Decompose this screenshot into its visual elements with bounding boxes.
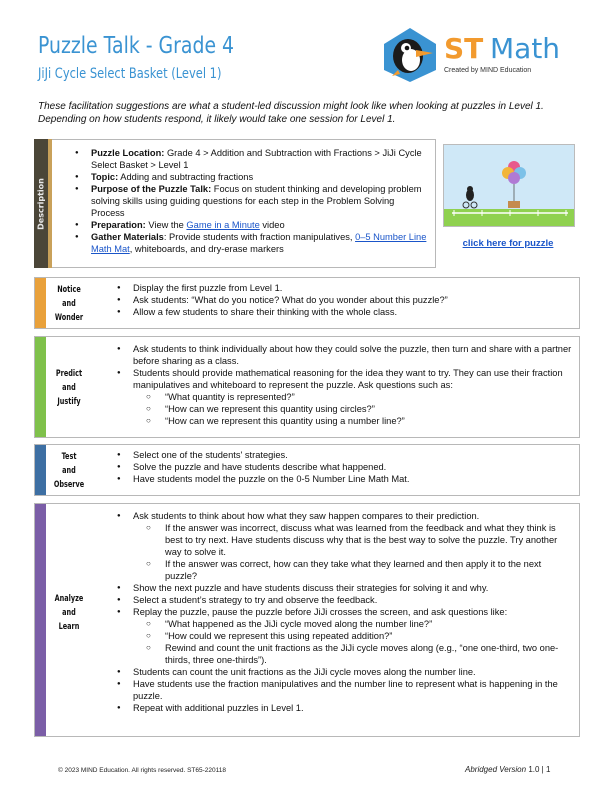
logo-math-text: Math (490, 32, 561, 65)
number-line-math-mat-link[interactable]: 0–5 Number Line Math Mat (91, 232, 427, 254)
game-in-a-minute-link[interactable]: Game in a Minute (186, 220, 260, 230)
list-item: ● Repeat with additional puzzles in Level 1. (113, 702, 573, 714)
notice-and-wonder-section (34, 277, 580, 329)
page-title: Puzzle Talk - Grade 4 (38, 33, 235, 59)
st-math-logo (380, 26, 580, 82)
list-item: ○ If the answer was incorrect, discuss what was learned from the feedback and what they think is best to try next. Have students discuss why that is the best way to solve the puzzle. Try another way to solve it. (113, 522, 573, 558)
list-item: ● Have students use the fraction manipulatives and the number line to represent what is happening in the puzzle. (113, 678, 573, 702)
list-item: ● Have students model the puzzle on the 0-5 Number Line Math Mat. (113, 473, 573, 485)
page-subtitle: JiJi Cycle Select Basket (Level 1) (38, 66, 222, 82)
puzzle-scene-icon (444, 145, 574, 226)
list-item: ● Show the next puzzle and have students discuss their strategies for solving it and why. (113, 582, 573, 594)
list-item: ● Preparation: View the Game in a Minute video (71, 219, 427, 231)
section-label: Test and Observe (53, 452, 85, 490)
section-content (113, 343, 573, 427)
list-item: ● Topic: Adding and subtracting fractions (71, 171, 427, 183)
section-label: Analyze and Learn (54, 594, 84, 632)
list-item: ● Gather Materials: Provide students with fraction manipulatives, 0–5 Number Line Math Mat, whiteboards, and dry-erase markers (71, 231, 427, 255)
logo-st-text: ST (444, 32, 484, 65)
description-content (71, 147, 427, 255)
list-item: ○ Rewind and count the unit fractions as the JiJi cycle moves along (e.g., “one one-third, two one-thirds, three one-thirds”). (113, 642, 573, 666)
version-label: Abridged Version (465, 765, 527, 774)
analyze-and-learn-section (34, 503, 580, 737)
list-item: ○ “What quantity is represented?” (113, 391, 573, 403)
list-item: ○ “How can we represent this quantity using circles?” (113, 403, 573, 415)
list-item: ○ “How could we represent this using repeated addition?” (113, 630, 573, 642)
logo-tagline: Created by MIND Education (444, 67, 532, 74)
list-item: ● Select a student’s strategy to try and observe the feedback. (113, 594, 573, 606)
list-item: ● Allow a few students to share their thinking with the whole class. (113, 306, 573, 318)
footer-copyright: © 2023 MIND Education. All rights reserved. ST65-220118 (58, 767, 226, 774)
version-number: 1.0 | 1 (528, 765, 551, 774)
list-item: ● Ask students to think individually about how they could solve the puzzle, then turn and share with a partner before sharing as a class. (113, 343, 573, 367)
puzzle-thumbnail[interactable] (443, 144, 575, 227)
list-item: ○ “How can we represent this quantity using a number line?” (113, 415, 573, 427)
footer-version (465, 765, 550, 774)
list-item: ● Students should provide mathematical reasoning for the idea they want to try. They can use their fraction manipulatives and whiteboard to represent the puzzle. Ask questions such as: (113, 367, 573, 391)
list-item: ● Purpose of the Puzzle Talk: Focus on student thinking and developing problem solving skills using guiding questions for each step in the Problem Solving Process (71, 183, 427, 219)
section-color-bar (35, 278, 46, 328)
description-accent-stripe (48, 139, 52, 268)
list-item: ● Solve the puzzle and have students describe what happened. (113, 461, 573, 473)
list-item: ● Replay the puzzle, pause the puzzle before JiJi crosses the screen, and ask questions like: (113, 606, 573, 618)
section-label: Predict and Justify (55, 369, 83, 407)
description-section (34, 139, 436, 268)
description-label-bar (34, 139, 48, 268)
list-item: ● Ask students to think about how what they saw happen compares to their prediction. (113, 510, 573, 522)
section-label: Notice and Wonder (54, 285, 84, 323)
list-item: ● Puzzle Location: Grade 4 > Addition and Subtraction with Fractions > JiJi Cycle Select Basket > Level 1 (71, 147, 427, 171)
section-color-bar (35, 445, 46, 495)
description-label: Description (36, 177, 46, 230)
click-here-for-puzzle-link[interactable]: click here for puzzle (462, 238, 554, 249)
test-and-observe-section (34, 444, 580, 496)
list-item: ○ “What happened as the JiJi cycle moved along the number line?” (113, 618, 573, 630)
section-color-bar (35, 337, 46, 437)
section-content (113, 510, 573, 714)
list-item: ● Display the first puzzle from Level 1. (113, 282, 573, 294)
section-content (113, 449, 573, 485)
predict-and-justify-section (34, 336, 580, 438)
list-item: ● Select one of the students' strategies. (113, 449, 573, 461)
section-color-bar (35, 504, 46, 736)
intro-text: These facilitation suggestions are what a student-led discussion might look like when looking at puzzles in Level 1. Depending on how students respond, it likely would take one session for Level 1. (38, 101, 544, 125)
list-item: ○ If the answer was correct, how can they take what they learned and then apply it to the next puzzle? (113, 558, 573, 582)
list-item: ● Ask students: “What do you notice? What do you wonder about this puzzle?” (113, 294, 573, 306)
section-content (113, 282, 573, 318)
list-item: ● Students can count the unit fractions as the JiJi cycle moves along the number line. (113, 666, 573, 678)
